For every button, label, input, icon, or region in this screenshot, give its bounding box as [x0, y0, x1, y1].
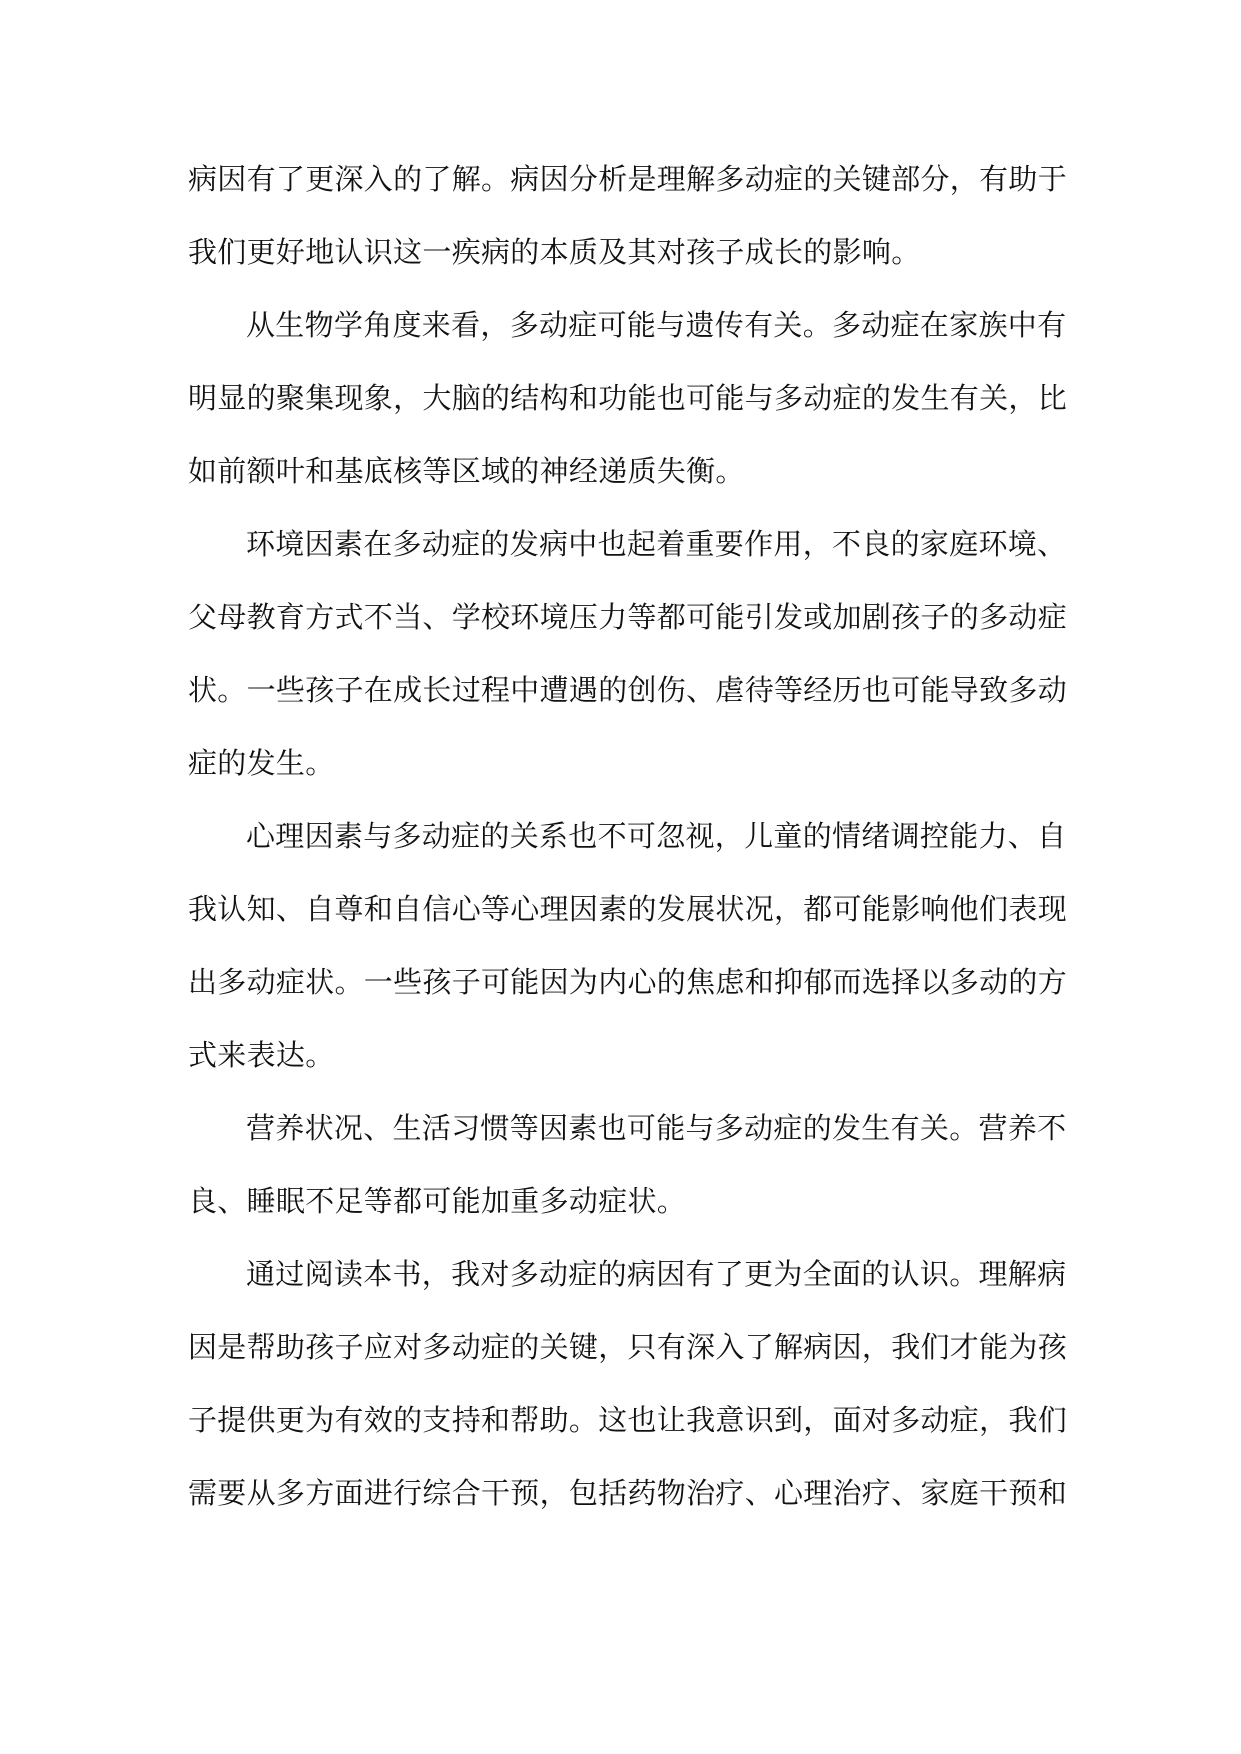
paragraph-start-line: 营养状况、生活习惯等因素也可能与多动症的发生有关。营养不 [246, 1111, 1067, 1145]
text-line: 需要从多方面进行综合干预，包括药物治疗、心理治疗、家庭干预和 [188, 1476, 1068, 1510]
text-line: 病因有了更深入的了解。病因分析是理解多动症的关键部分，有助于 [188, 162, 1068, 196]
text-line: 父母教育方式不当、学校环境压力等都可能引发或加剧孩子的多动症 [188, 600, 1068, 634]
text-line: 明显的聚集现象，大脑的结构和功能也可能与多动症的发生有关，比 [188, 381, 1068, 415]
paragraph-start-line: 环境因素在多动症的发病中也起着重要作用，不良的家庭环境、 [246, 527, 1067, 561]
paragraph-start-line: 从生物学角度来看，多动症可能与遗传有关。多动症在家族中有 [246, 308, 1067, 342]
text-line: 症的发生。 [188, 746, 335, 780]
paragraph-start-line: 通过阅读本书，我对多动症的病因有了更为全面的认识。理解病 [246, 1257, 1067, 1291]
text-line: 出多动症状。一些孩子可能因为内心的焦虑和抑郁而选择以多动的方 [188, 965, 1068, 999]
paragraph-start-line: 心理因素与多动症的关系也不可忽视，儿童的情绪调控能力、自 [246, 819, 1067, 853]
body-text [188, 143, 1068, 1530]
text-line: 如前额叶和基底核等区域的神经递质失衡。 [188, 454, 745, 488]
text-line: 状。一些孩子在成长过程中遭遇的创伤、虐待等经历也可能导致多动 [188, 673, 1068, 707]
text-line: 我们更好地认识这一疾病的本质及其对孩子成长的影响。 [188, 235, 921, 269]
text-line: 因是帮助孩子应对多动症的关键，只有深入了解病因，我们才能为孩 [188, 1330, 1068, 1364]
text-line: 式来表达。 [188, 1038, 335, 1072]
text-line: 我认知、自尊和自信心等心理因素的发展状况，都可能影响他们表现 [188, 892, 1068, 926]
text-line: 良、睡眠不足等都可能加重多动症状。 [188, 1184, 687, 1218]
text-line: 子提供更为有效的支持和帮助。这也让我意识到，面对多动症，我们 [188, 1403, 1068, 1437]
